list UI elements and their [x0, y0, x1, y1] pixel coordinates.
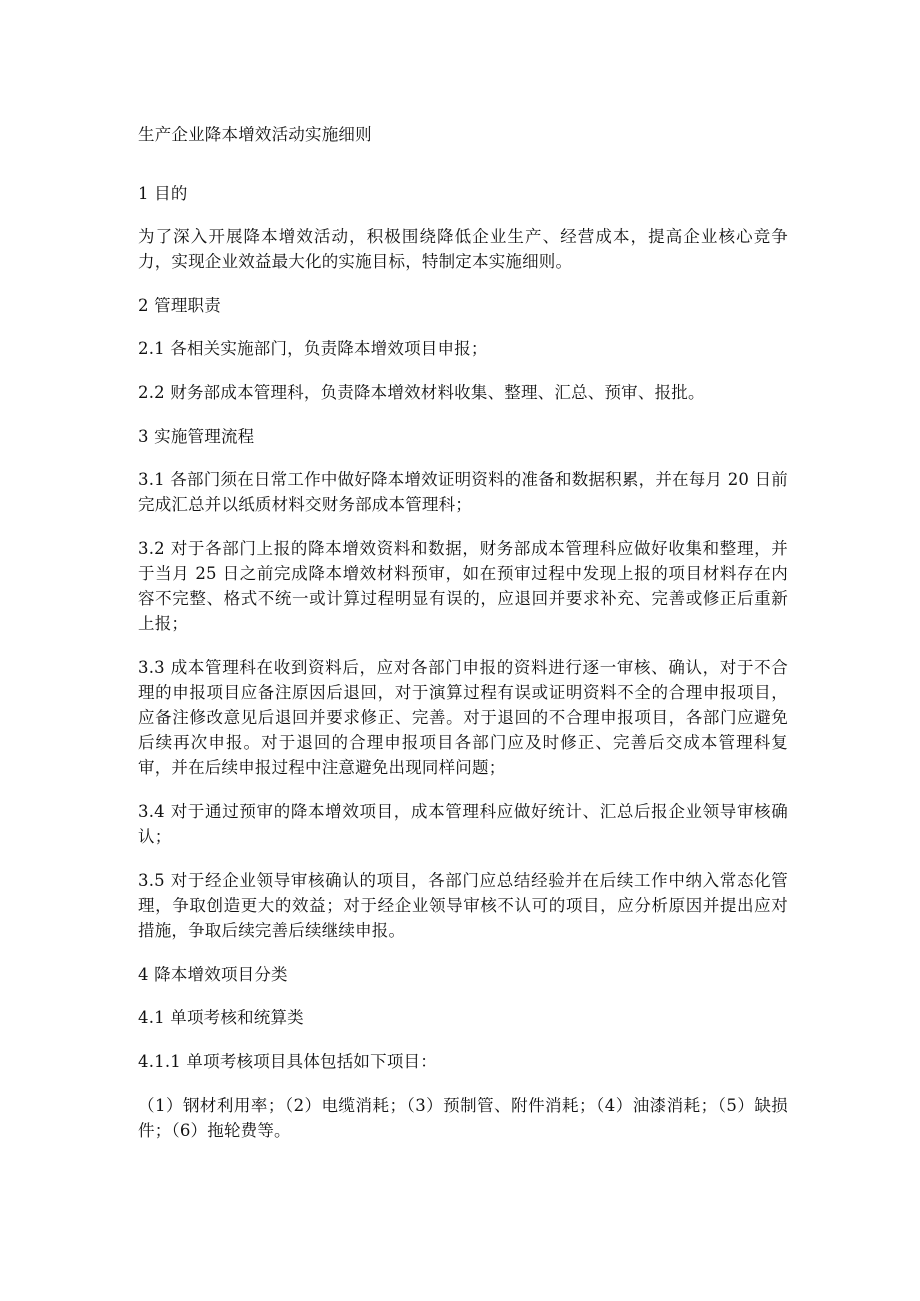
paragraph-3-5: 3.5 对于经企业领导审核确认的项目，各部门应总结经验并在后续工作中纳入常态化管理，争取创造更大的效益；对于经企业领导审核不认可的项目，应分析原因并提出应对措施，争取后续完善后续继续申报。	[138, 871, 788, 940]
paragraph-3-3: 3.3 成本管理科在收到资料后，应对各部门申报的资料进行逐一审核、确认，对于不合理的申报项目应备注原因后退回，对于演算过程有误或证明资料不全的合理申报项目，应备注修改意见后退回并要求修正、完善。对于退回的不合理申报项目，各部门应避免后续再次申报。对于退回的合理申报项目各部门应及时修正、完善后交成本管理科复审，并在后续申报过程中注意避免出现同样问题；	[138, 658, 788, 777]
paragraph-3-1: 3.1 各部门须在日常工作中做好降本增效证明资料的准备和数据积累，并在每月 20 日前完成汇总并以纸质材料交财务部成本管理科；	[138, 470, 788, 514]
document-page	[138, 122, 788, 1143]
document-title: 生产企业降本增效活动实施细则	[138, 125, 372, 144]
paragraph-4-1-1: 4.1.1 单项考核项目具体包括如下项目：	[138, 1052, 437, 1071]
paragraph-2-2: 2.2 财务部成本管理科，负责降本增效材料收集、整理、汇总、预审、报批。	[138, 383, 705, 402]
paragraph-3-4: 3.4 对于通过预审的降本增效项目，成本管理科应做好统计、汇总后报企业领导审核确认；	[138, 802, 788, 846]
section-heading-responsibilities: 2 管理职责	[138, 296, 221, 315]
paragraph-3-2: 3.2 对于各部门上报的降本增效资料和数据，财务部成本管理科应做好收集和整理，并于当月 25 日之前完成降本增效材料预审，如在预审过程中发现上报的项目材料存在内容不完整、格式不统一或计算过程明显有误的，应退回并要求补充、完善或修正后重新上报；	[138, 539, 788, 633]
paragraph-item-list: （1）钢材利用率；（2）电缆消耗；（3）预制管、附件消耗；（4）油漆消耗；（5）缺损件；（6）拖轮费等。	[138, 1096, 788, 1140]
paragraph-4-1: 4.1 单项考核和统算类	[138, 1008, 304, 1027]
section-heading-classification: 4 降本增效项目分类	[138, 965, 288, 984]
section-heading-purpose: 1 目的	[138, 184, 188, 203]
section-heading-process: 3 实施管理流程	[138, 427, 255, 446]
paragraph-purpose: 为了深入开展降本增效活动，积极围绕降低企业生产、经营成本，提高企业核心竞争力，实现企业效益最大化的实施目标，特制定本实施细则。	[138, 227, 788, 271]
paragraph-2-1: 2.1 各相关实施部门，负责降本增效项目申报；	[138, 339, 488, 358]
